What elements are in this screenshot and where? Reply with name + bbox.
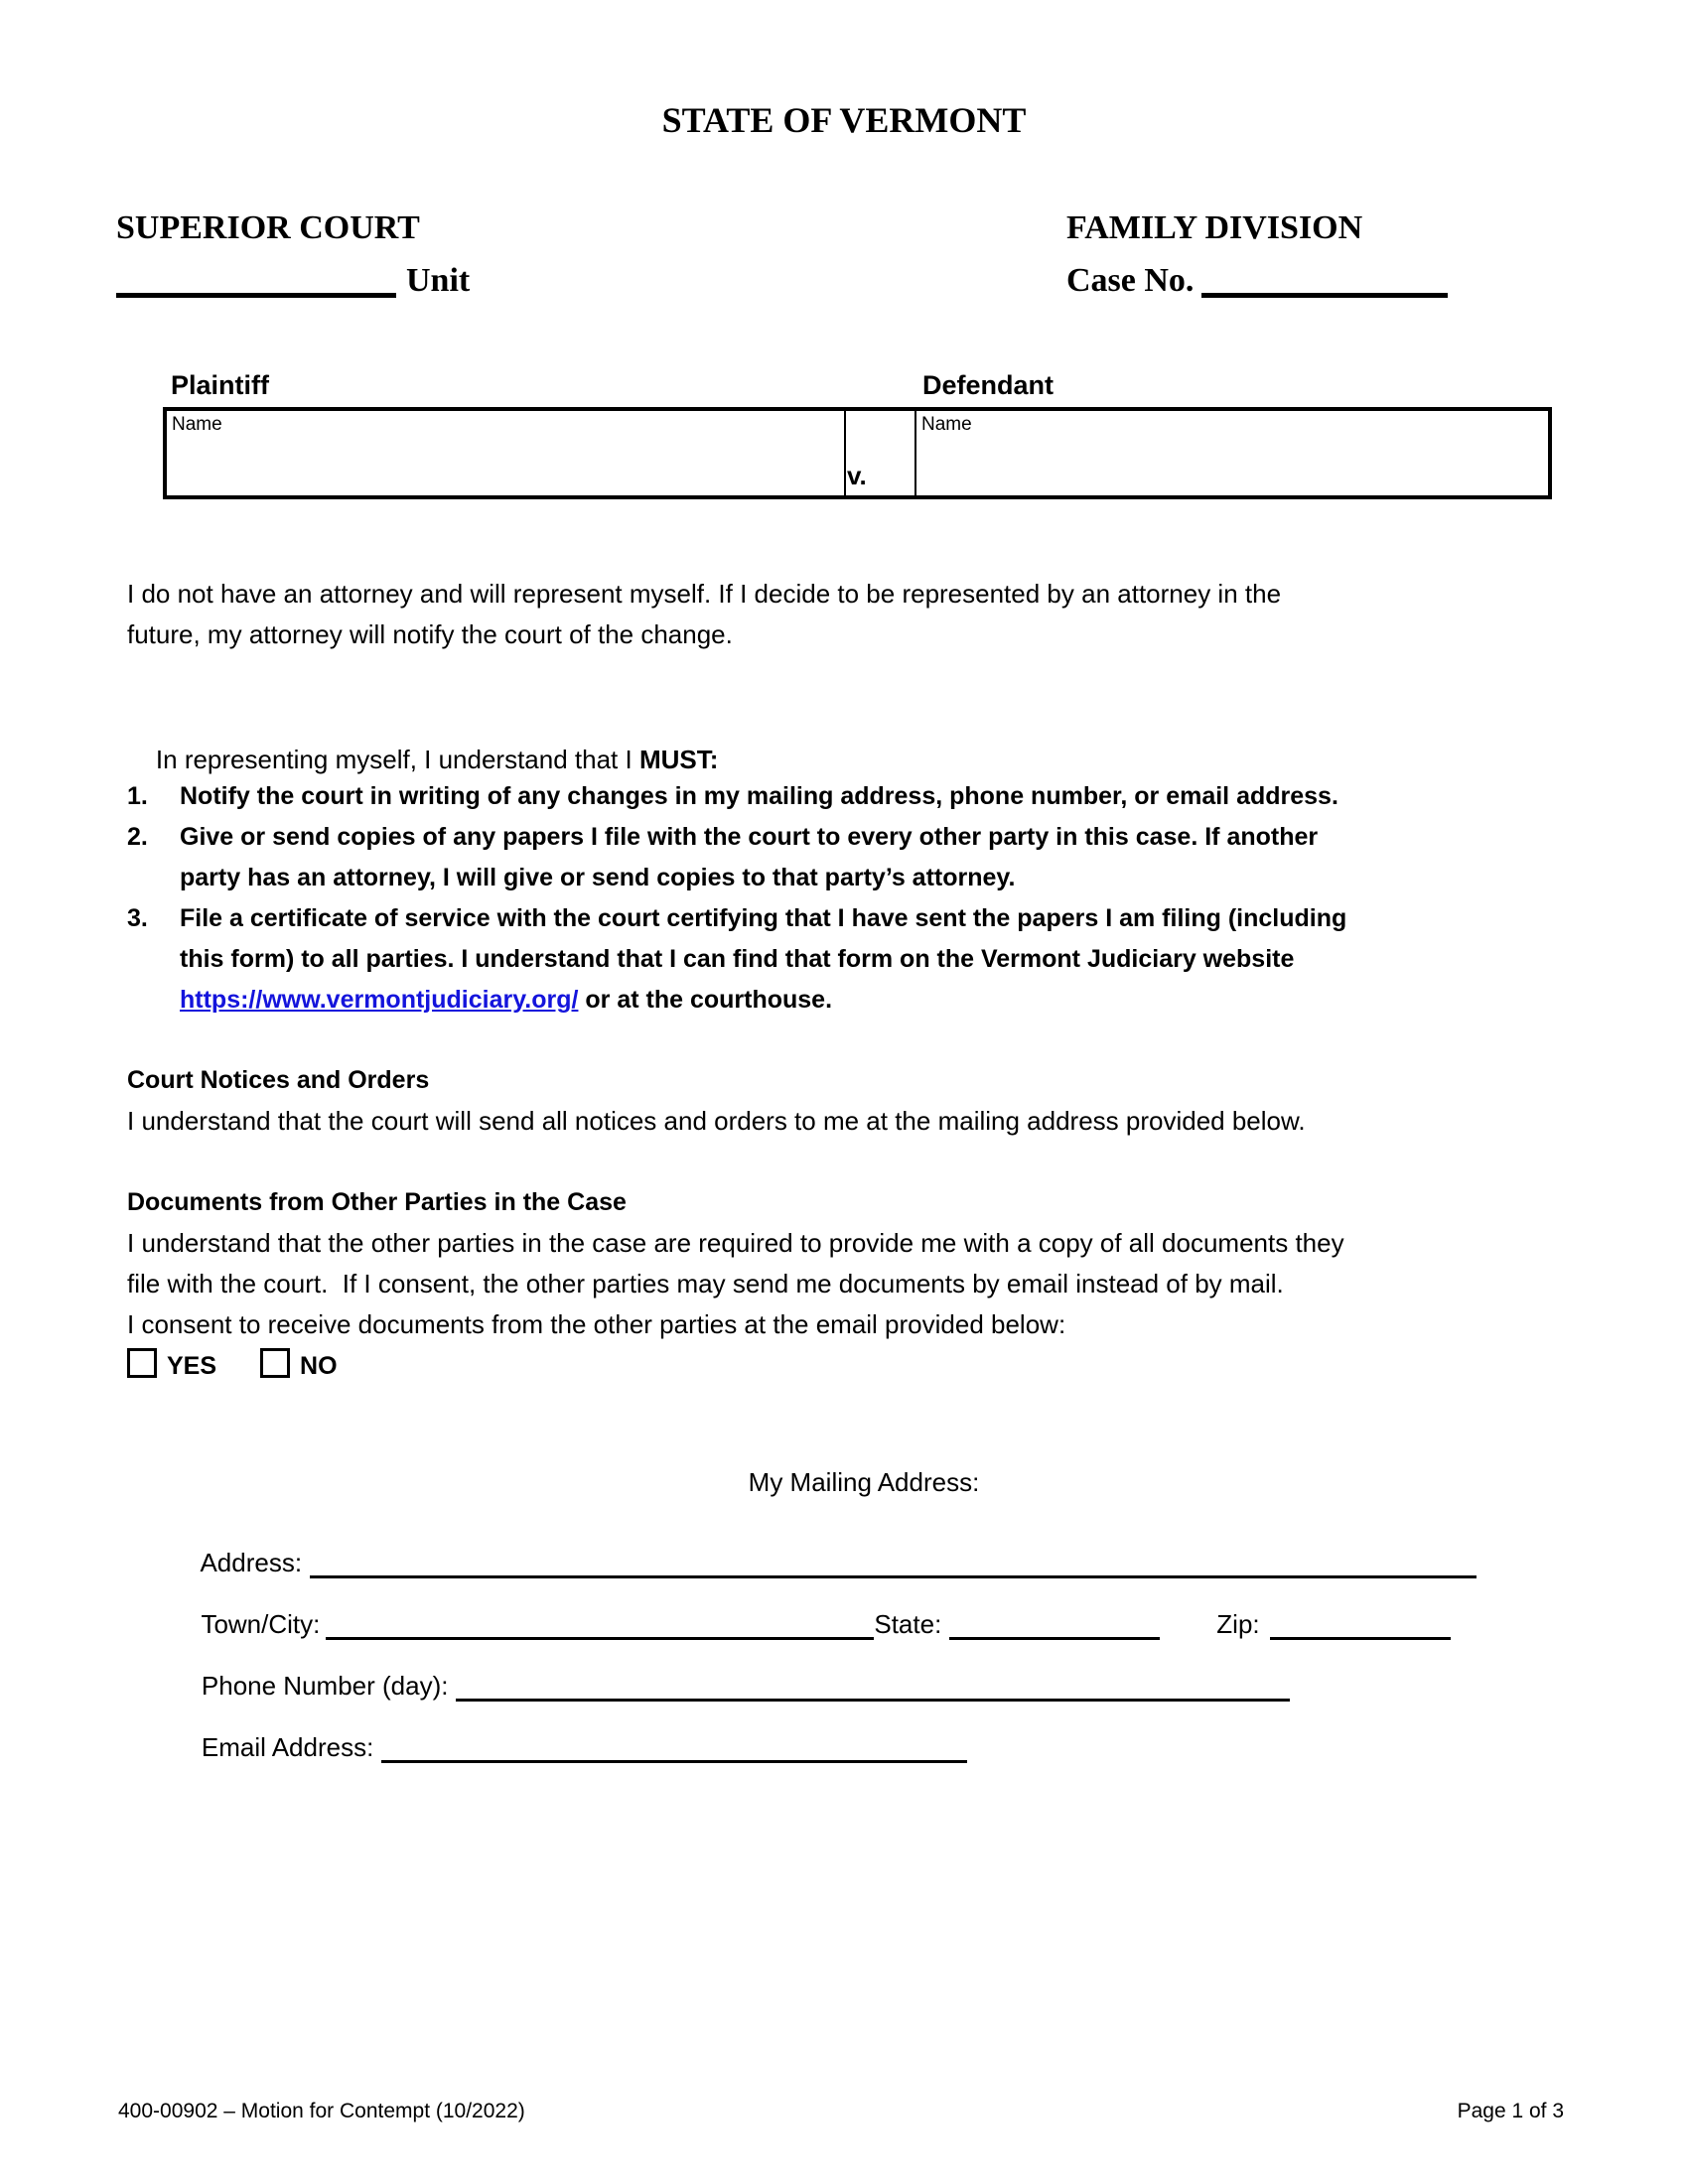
page-title: STATE OF VERMONT (661, 100, 1027, 140)
no-checkbox[interactable] (260, 1348, 290, 1378)
documents-heading: Documents from Other Parties in the Case (127, 1188, 627, 1216)
link-suffix-text: or at the courthouse. (578, 986, 833, 1014)
town-city-label: Town/City: (201, 1609, 321, 1639)
list-item (127, 898, 1346, 939)
list-item-number: 3. (127, 904, 148, 932)
consent-checkbox-row (127, 1348, 338, 1381)
defendant-caption: Defendant (922, 370, 1055, 400)
yes-label: YES (167, 1352, 217, 1380)
court-notices-heading: Court Notices and Orders (127, 1066, 430, 1094)
list-item-number: 2. (127, 823, 148, 851)
phone-label: Phone Number (day): (201, 1671, 449, 1701)
intro-paragraph (127, 574, 1281, 655)
address-label: Address: (200, 1548, 303, 1577)
zip-label: Zip: (1216, 1609, 1260, 1639)
list-item (127, 817, 1346, 858)
unit-row (116, 255, 470, 304)
list-item-text: this form) to all parties. I understand that I can find that form on the Vermont Judiciary website (180, 945, 1295, 973)
case-no-label: Case No. (1066, 262, 1195, 299)
list-item-text (180, 980, 832, 1021)
documents-body-line: file with the court. If I consent, the other parties may send me documents by email instead of by mail. (127, 1269, 1284, 1298)
must-emphasis: MUST: (638, 745, 719, 774)
superior-court-label: SUPERIOR COURT (116, 209, 420, 246)
no-label: NO (300, 1352, 338, 1380)
list-item-text: party has an attorney, I will give or send copies to that party’s attorney. (180, 864, 1016, 891)
intro-line: I do not have an attorney and will represent myself. If I decide to be represented by an attorney in the (127, 579, 1282, 609)
court-notices-body: I understand that the court will send all notices and orders to me at the mailing address provided below. (127, 1106, 1306, 1136)
unit-blank-field[interactable] (116, 255, 396, 298)
list-item (127, 776, 1346, 817)
list-item-continuation (127, 980, 1346, 1021)
plaintiff-caption: Plaintiff (171, 370, 269, 400)
documents-body (127, 1223, 1344, 1345)
documents-body-line: I understand that the other parties in the case are required to provide me with a copy of all documents they (127, 1228, 1344, 1258)
footer-form-number: 400-00902 – Motion for Contempt (10/2022) (118, 2100, 525, 2122)
list-item-text: Give or send copies of any papers I file with the court to every other party in this case. If another (180, 823, 1319, 851)
email-blank-field[interactable] (381, 1730, 967, 1763)
email-row (173, 1694, 967, 1801)
case-no-blank-field[interactable] (1201, 255, 1448, 298)
list-item-continuation (127, 858, 1346, 898)
plaintiff-name-label: Name (172, 414, 222, 435)
footer-page-number: Page 1 of 3 (1457, 2100, 1564, 2122)
list-item-number (127, 858, 180, 898)
judiciary-link[interactable]: https://www.vermontjudiciary.org/ (180, 986, 579, 1014)
list-item-text: Notify the court in writing of any changes in my mailing address, phone number, or email address. (180, 782, 1338, 810)
yes-checkbox[interactable] (127, 1348, 157, 1378)
email-label: Email Address: (201, 1732, 374, 1762)
versus-cell (844, 411, 916, 495)
defendant-name-label: Name (921, 414, 972, 435)
state-label: State: (874, 1609, 942, 1639)
list-item-continuation (127, 939, 1346, 980)
list-item-number (127, 980, 180, 1021)
defendant-name-cell[interactable] (916, 411, 1548, 495)
versus-label: v. (847, 461, 867, 490)
represent-prefix: In representing myself, I understand that I (155, 745, 639, 774)
family-division-label: FAMILY DIVISION (1066, 209, 1363, 246)
obligations-list (127, 776, 1346, 1021)
party-table (163, 407, 1552, 499)
intro-line: future, my attorney will notify the court of the change. (127, 619, 733, 649)
zip-blank-field[interactable] (1270, 1607, 1451, 1640)
unit-label: Unit (406, 262, 471, 299)
list-item-number (127, 939, 180, 980)
mailing-address-heading: My Mailing Address: (748, 1467, 980, 1497)
list-item-number: 1. (127, 782, 148, 810)
plaintiff-name-cell[interactable] (167, 411, 844, 495)
case-number-row (1066, 255, 1448, 304)
list-item-text: File a certificate of service with the court certifying that I have sent the papers I am filing (including (180, 904, 1347, 932)
documents-body-line: I consent to receive documents from the other parties at the email provided below: (127, 1309, 1066, 1339)
